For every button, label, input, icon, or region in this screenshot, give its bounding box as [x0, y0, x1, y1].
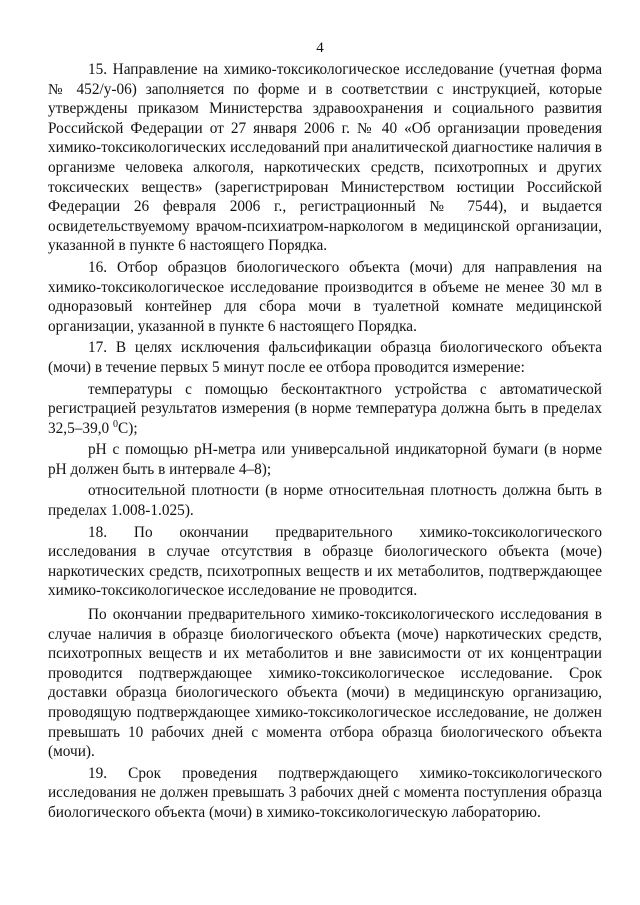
paragraph-18-continued: По окончании предварительного химико-токсикологического исследования в случае наличия в образце биологического объекта (моче) наркотических средств, психотропных веществ и их метаболитов и вне зависимости от их концентрации проводится подтверждающее химико-токсикологическое исследование. Срок доставки образца биологического объекта (мочи) в медицинскую организацию, проводящую подтверждающее химико-токсикологическое исследование, не должен превышать 10 рабочих дней с момента отбора образца биологического объекта (мочи). [48, 606, 602, 761]
temperature-text: температуры с помощью бесконтактного устройства с автоматической регистрацией результатов измерения (в норме температура должна быть в пределах 32,5–39,0 [48, 380, 602, 437]
temperature-unit-text: С); [118, 419, 138, 437]
paragraph-17: 17. В целях исключения фальсификации образца биологического объекта (мочи) в течение первых 5 минут после ее отбора проводится измерение: [48, 339, 602, 376]
page-number: 4 [316, 40, 324, 56]
paragraph-17-temperature [48, 380, 602, 439]
paragraph-19: 19. Срок проведения подтверждающего химико-токсикологического исследования не должен превышать 3 рабочих дней с момента поступления образца биологического объекта (мочи) в химико-токсикологическую лабораторию. [48, 764, 602, 821]
paragraph-15: 15. Направление на химико-токсикологическое исследование (учетная форма № 452/у-06) заполняется по форме и в соответствии с инструкцией, которые утверждены приказом Министерства здравоохранения и социального развития Российской Федерации от 27 января 2006 г. № 40 «Об организации проведения химико-токсикологических исследований при аналитической диагностике наличия в организме человека алкоголя, наркотических средств, психотропных и других токсических веществ» (зарегистрирован Министерством юстиции Российской Федерации 26 февраля 2006 г., регистрационный № 7544), и выдается освидетельствуемому врачом-психиатром-наркологом в медицинской организации, указанной в пункте 6 настоящего Порядка. [48, 61, 602, 255]
document-body [48, 60, 602, 825]
paragraph-17-density: относительной плотности (в норме относительная плотность должна быть в пределах 1.008-1.025). [48, 482, 602, 520]
paragraph-17-ph: pH с помощью pH-метра или универсальной индикаторной бумаги (в норме pH должен быть в интервале 4–8); [48, 441, 602, 478]
paragraph-16: 16. Отбор образцов биологического объекта (мочи) для направления на химико-токсикологическое исследование производится в объеме не менее 30 мл в одноразовый контейнер для сбора мочи в туалетной комнате медицинской организации, указанной в пункте 6 настоящего Порядка. [48, 258, 602, 335]
paragraph-18: 18. По окончании предварительного химико-токсикологического исследования в случае отсутствия в образце биологического объекта (моче) наркотических средств, психотропных веществ и их метаболитов, подтверждающее химико-токсикологическое исследование не проводится. [48, 523, 602, 600]
degree-superscript: 0 [113, 418, 119, 430]
